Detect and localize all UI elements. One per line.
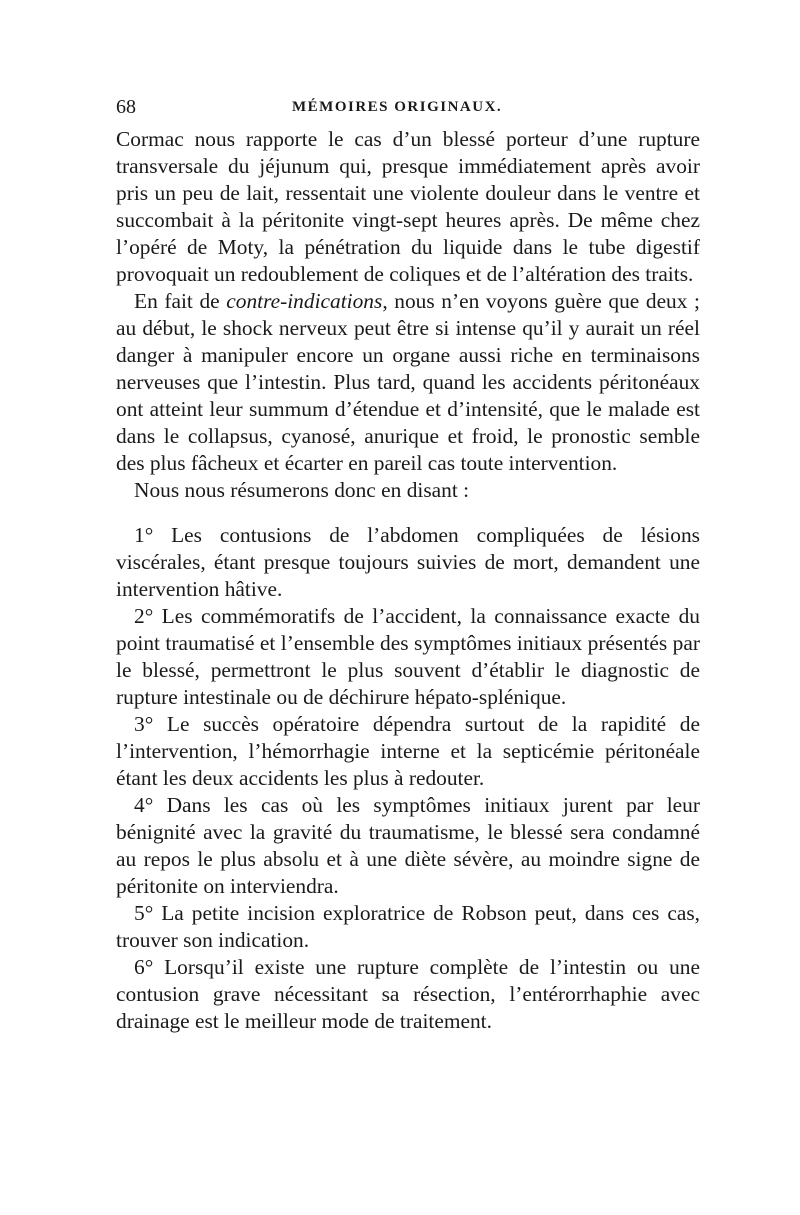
paragraph-cormac-case: Cormac nous rapporte le cas d’un blessé porteur d’une rupture transversale du jéjunum qui, presque immédiatement après avoir pris un peu de lait, ressentait une violente douleur dans le ventre et succombait à la péritonite vingt-sept heures après. De même chez l’opéré de Moty, la pénétration du liquide dans le tube digestif provoquait un redoublement de coliques et de l’altération des traits. <box>116 127 700 286</box>
paragraph-summary-intro: Nous nous résumerons donc en disant : <box>134 478 470 502</box>
body-text <box>116 126 700 1035</box>
page-header <box>116 96 700 126</box>
document-page <box>116 96 700 1035</box>
conclusion-item: 2° Les commémoratifs de l’accident, la connaissance exacte du point traumatisé et l’ensemble des symptômes initiaux présentés par le blessé, permettront le plus souvent d’établir le diagnostic de rupture intestinale ou de déchirure hépato-splénique. <box>116 604 700 709</box>
conclusion-item: 4° Dans les cas où les symptômes initiaux jurent par leur bénignité avec la gravité du traumatisme, le blessé sera condamné au repos le plus absolu et à une diète sévère, au moindre signe de péritonite on interviendra. <box>116 793 700 898</box>
paragraph-contre-indications <box>116 288 700 477</box>
running-title: MÉMOIRES ORIGINAUX. <box>292 99 503 115</box>
paragraph-lead: En fait de <box>134 289 227 313</box>
conclusion-item: 1° Les contusions de l’abdomen compliquées de lésions viscérales, étant presque toujours suivies de mort, demandent une intervention hâtive. <box>116 523 700 601</box>
conclusion-item: 5° La petite incision exploratrice de Robson peut, dans ces cas, trouver son indication. <box>116 901 700 952</box>
italic-term: contre-indications <box>226 289 383 313</box>
conclusion-item: 6° Lorsqu’il existe une rupture complète de l’intestin ou une contusion grave nécessitant sa résection, l’entérorrhaphie avec drainage est le meilleur mode de traitement. <box>116 955 700 1033</box>
paragraph-rest: , nous n’en voyons guère que deux ; au début, le shock nerveux peut être si intense qu’il y aurait un réel danger à manipuler encore un organe aussi riche en terminaisons nerveuses que l’intestin. Plus tard, quand les accidents péritonéaux ont atteint leur summum d’étendue et d’intensité, que le malade est dans le collapsus, cyanosé, anurique et froid, le pronostic semble des plus fâcheux et écarter en pareil cas toute intervention. <box>116 289 700 475</box>
conclusion-item: 3° Le succès opératoire dépendra surtout de la rapidité de l’intervention, l’hémorrhagie interne et la septicémie péritonéale étant les deux accidents les plus à redouter. <box>116 712 700 790</box>
page-number: 68 <box>116 96 136 118</box>
